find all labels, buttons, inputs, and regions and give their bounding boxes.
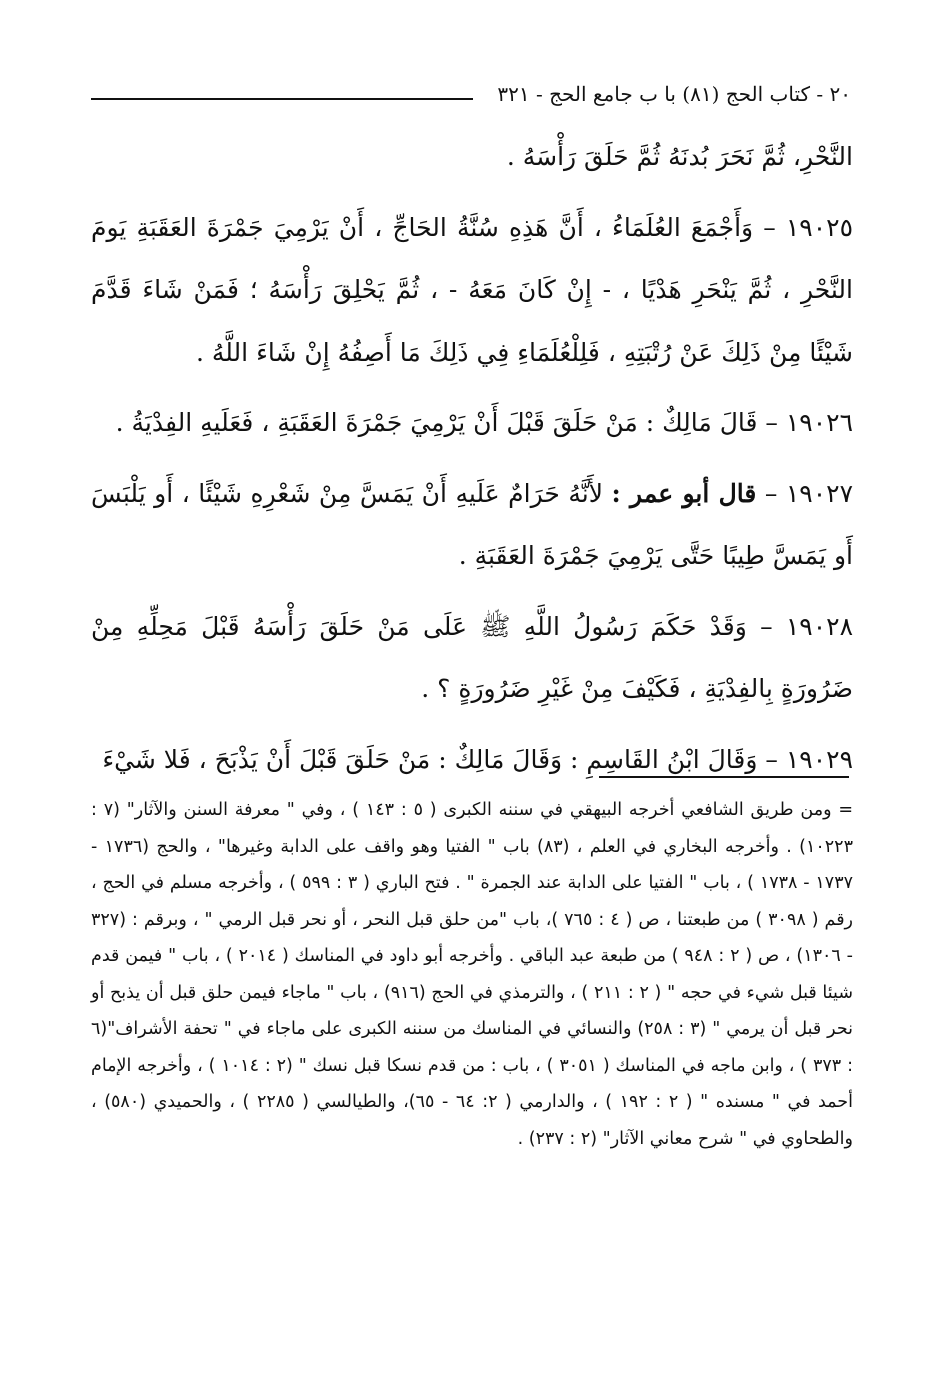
paragraph-number: ١٩٠٢٩ –	[765, 744, 853, 774]
paragraph-number: ١٩٠٢٧ –	[764, 478, 854, 508]
paragraph-lead: قال أبو عمر :	[611, 478, 757, 508]
paragraph-text: وَقَدْ حَكَمَ رَسُولُ اللَّهِ ﷺ عَلَى مَنْ حَلَقَ رَأْسَهُ قَبْلَ مَحِلِّهِ مِنْ ضَرُورَةٍ بِالفِدْيَةِ ، فَكَيْفَ مِنْ غَيْرِ ضَرُورَةٍ ؟ .	[91, 611, 853, 703]
footnote-text: = ومن طريق الشافعي أخرجه البيهقي في سننه الكبرى ( ٥ : ١٤٣ ) ، وفي " معرفة السنن والآثار" (٧ : ١٠٢٢٣) . وأخرجه البخاري في العلم ، (٨٣) باب " الفتيا وهو واقف على الدابة وغيرها" ، والحج (١٧٣٦ - ١٧٣٧ - ١٧٣٨ ) ، باب " الفتيا على الدابة عند الجمرة " . فتح الباري ( ٣ : ٥٩٩ ) ، وأخرجه مسلم في الحج ، رقم ( ٣٠٩٨ ) من طبعتنا ، ص ( ٤ : ٧٦٥ )، باب "من حلق قبل النحر ، أو نحر قبل الرمي " ، وبرقم : (٣٢٧ - ١٣٠٦) ، ص ( ٢ : ٩٤٨ ) من طبعة عبد الباقي . وأخرجه أبو داود في المناسك ( ٢٠١٤ ) ، باب " فيمن قدم شيئا قبل شيء في حجه " ( ٢ : ٢١١ ) ، والترمذي في الحج (٩١٦) ، باب " ماجاء فيمن حلق قبل أن يذبح أو نحر قبل أن يرمي " (٣ : ٢٥٨) والنسائي في المناسك من سننه الكبرى على ماجاء في " تحفة الأشراف"(٦ : ٣٧٣ ) ، وابن ماجه في المناسك ( ٣٠٥١ ) ، باب : من قدم نسكا قبل نسك " (٢ : ١٠١٤ ) ، وأخرجه الإمام أحمد في " مسنده " ( ٢ : ١٩٢ ) ، والدارمي ( ٢: ٦٤ - ٦٥)، والطيالسي ( ٢٢٨٥ ) ، والحميدي (٥٨٠) ، والطحاوي في " شرح معاني الآثار" (٢ : ٢٣٧) .	[91, 800, 854, 1149]
paragraph-number: ١٩٠٢٥ –	[763, 212, 854, 242]
running-title: ٢٠ - كتاب الحج (٨١) با ب جامع الحج - ٣٢١	[497, 82, 851, 106]
paragraph	[91, 126, 853, 189]
main-text	[91, 126, 853, 791]
paragraph-text: النَّحْرِ، ثُمَّ نَحَرَ بُدنَهُ ثُمَّ حَلَقَ رَأْسَهُ .	[506, 142, 853, 171]
footnote-rule	[599, 776, 849, 778]
paragraph-text: لأَنَّهُ حَرَامٌ عَلَيهِ أَنْ يَمَسَّ مِنْ شَعْرِهِ شَيْئًا ، أَو يَلْبَسَ أَو يَمَسَّ طِيبًا حَتَّى يَرْمِيَ جَمْرَةَ العَقَبَةِ .	[91, 478, 853, 570]
paragraph-text: قَالَ مَالِكٌ : مَنْ حَلَقَ قَبْلَ أَنْ يَرْمِيَ جَمْرَةَ العَقَبَةِ ، فَعَلَيهِ الفِدْيَةُ .	[115, 408, 758, 437]
paragraph-19026	[91, 392, 853, 455]
running-header	[91, 70, 851, 110]
paragraph-19025	[91, 197, 853, 385]
paragraph-text: وَقَالَ ابْنُ القَاسِمِ : وَقَالَ مَالِكٌ : مَنْ حَلَقَ قَبْلَ أَنْ يَذْبَحَ ، فَلا شَيْءَ	[102, 744, 758, 774]
paragraph-text: وَأَجْمَعَ العُلَمَاءُ ، أَنَّ هَذِهِ سُنَّةُ الحَاجِّ ، أَنْ يَرْمِيَ جَمْرَةَ العَقَبَةِ يَومَ النَّحْرِ ، ثُمَّ يَنْحَرِ هَدْيًا ، - إِنْ كَانَ مَعَهُ - ، ثُمَّ يَحْلِقَ رَأْسَهُ ؛ فَمَنْ شَاءَ قَدَّمَ شَيْئًا مِنْ ذَلِكَ عَنْ رُتْبَتِهِ ، فَلِلْعُلَمَاءِ فِي ذَلِكَ مَا أَصِفُهُ إِنْ شَاءَ اللَّهُ .	[91, 212, 853, 367]
footnotes	[91, 792, 853, 1157]
header-rule	[91, 98, 473, 100]
paragraph-19027	[91, 463, 853, 588]
paragraph-19028	[91, 596, 853, 721]
paragraph-number: ١٩٠٢٨ –	[760, 611, 854, 641]
paragraph-number: ١٩٠٢٦ –	[765, 408, 853, 437]
paragraph-19029	[91, 729, 853, 792]
